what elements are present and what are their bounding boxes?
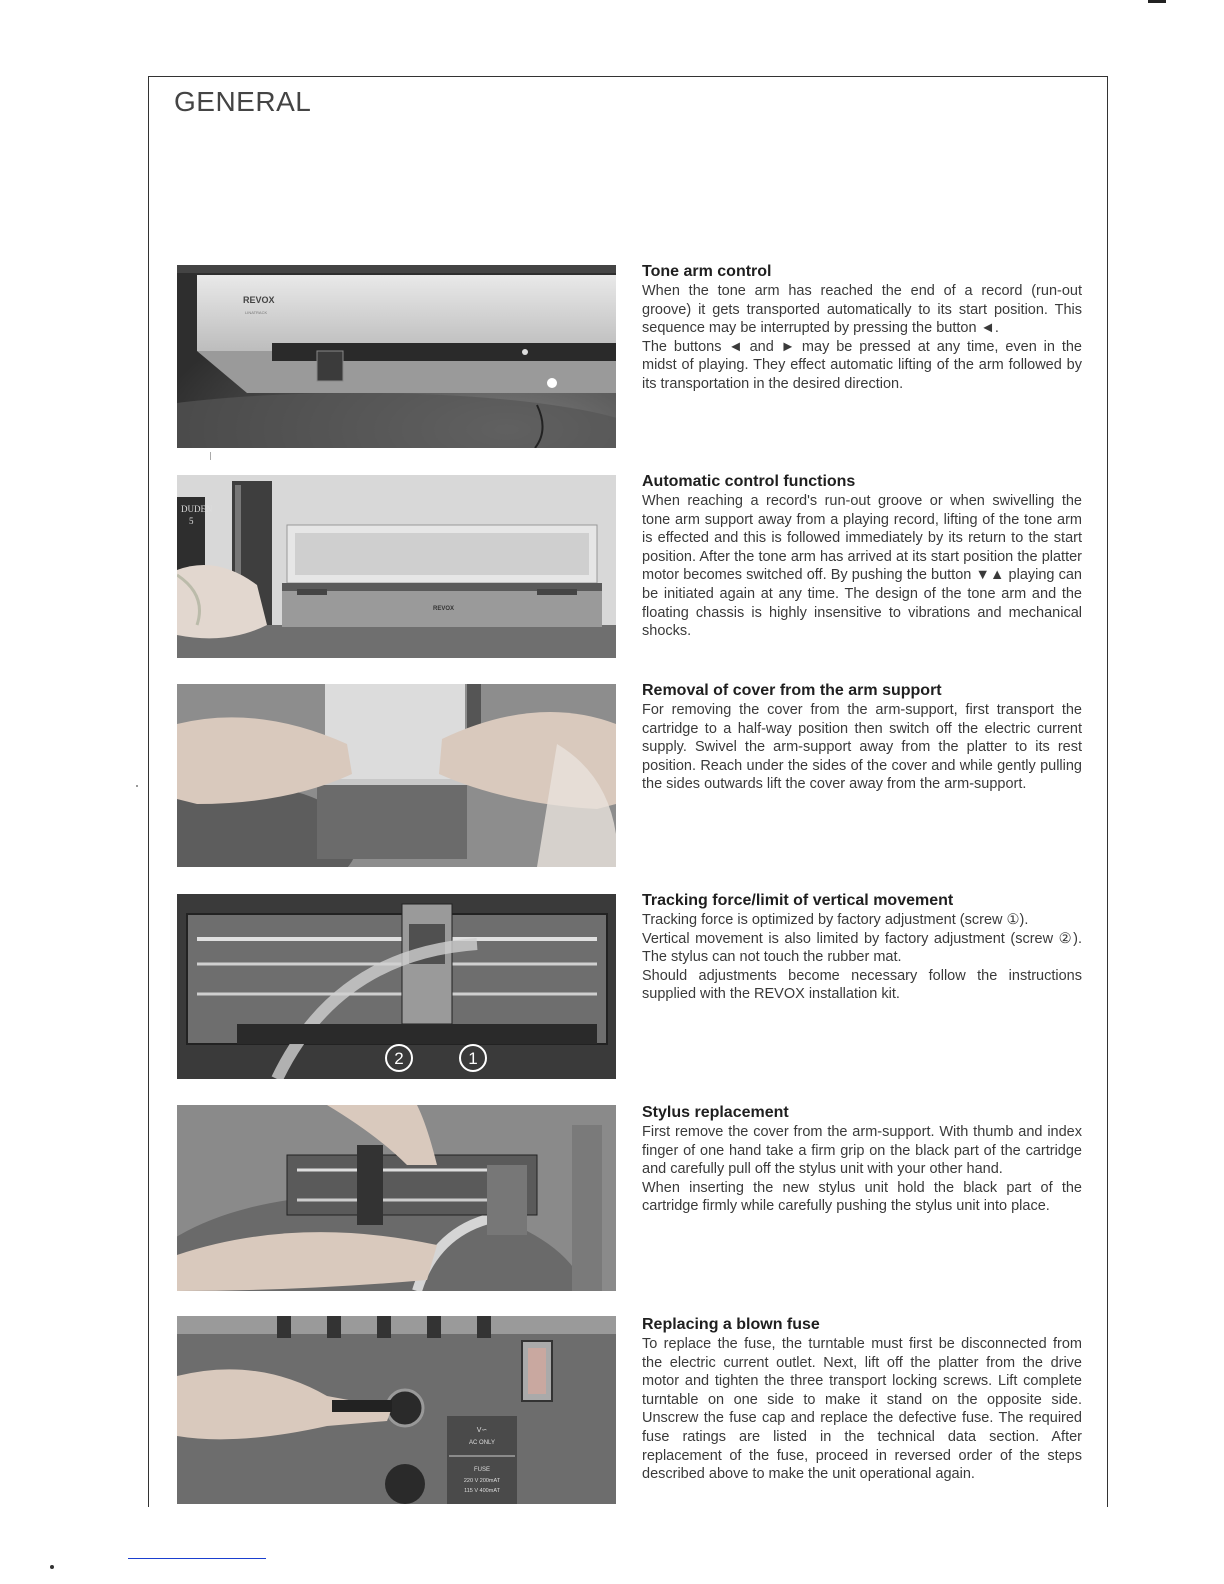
tone-arm-section bbox=[642, 262, 1082, 394]
section-paragraph: When reaching a record's run-out groove or when swivelling the tone arm support away from a playing record, lifting of the tone arm is effected and this is followed immediately by its return to the start position. After the tone arm has arrived at its start position the platter motor becomes switched off. By pushing the button ▼▲ playing can be initiated again at any time. The design of the tone arm and the floating chassis is highly insensitive to vibrations and mechanical shocks. bbox=[642, 493, 1082, 640]
fuse-section bbox=[642, 1315, 1082, 1484]
section-paragraph: When the tone arm has reached the end of a record (run-out groove) it gets transported automatically to its start position. This sequence may be interrupted by pressing the button ◄. bbox=[642, 283, 1082, 337]
section-title: Automatic control functions bbox=[642, 473, 856, 490]
section-body bbox=[642, 492, 1082, 641]
stylus-section bbox=[642, 1103, 1082, 1216]
section-paragraph: The buttons ◄ and ► may be pressed at any time, even in the midst of playing. They effect automatic lifting of the arm followed by its transportation in the desired direction. bbox=[642, 338, 1082, 392]
section-title: Tracking force/limit of vertical movement bbox=[642, 892, 954, 909]
screw-2-label: 2 bbox=[394, 1049, 404, 1068]
linatrack-text: LINATRACK bbox=[245, 310, 268, 315]
section-body bbox=[642, 282, 1082, 394]
margin-tick bbox=[210, 452, 211, 460]
page-title: GENERAL bbox=[174, 86, 312, 117]
screw-1-label: 1 bbox=[468, 1049, 478, 1068]
section-body bbox=[642, 701, 1082, 794]
fuse-label: FUSE bbox=[473, 1467, 491, 1473]
cover-removal-photo bbox=[177, 684, 616, 867]
tracking-force-photo bbox=[177, 894, 616, 1079]
cover-removal-section bbox=[642, 681, 1082, 794]
footer-dot bbox=[50, 1565, 54, 1569]
fuse-rating-115: 115 V 400mAT bbox=[464, 1488, 500, 1494]
revox-front-text: REVOX bbox=[433, 606, 455, 612]
section-title: Replacing a blown fuse bbox=[642, 1316, 820, 1333]
section-body bbox=[642, 1123, 1082, 1216]
duden-number: 5 bbox=[189, 516, 194, 526]
section-paragraph: First remove the cover from the arm-support. With thumb and index finger of one hand take a firm grip on the black part of the cartridge and carefully pull off the stylus unit with your other hand. bbox=[642, 1124, 1082, 1178]
section-paragraph: When inserting the new stylus unit hold the black part of the cartridge firmly while carefully pushing the stylus unit into place. bbox=[642, 1179, 1082, 1215]
section-title: Tone arm control bbox=[642, 263, 772, 280]
section-paragraph: To replace the fuse, the turntable must first be disconnected from the electric current outlet. Next, lift off the platter from the drive motor and tighten the three transport locking screws. Lift complete turntable on one side to make it stand on the opposite side. Unscrew the fuse cap and replace the defective fuse. The required fuse ratings are listed in the technical data section. After replacement of the fuse, proceed in reversed order of the steps described above to make the unit operational again. bbox=[642, 1336, 1082, 1483]
tone-arm-photo bbox=[177, 265, 616, 448]
section-paragraph: Tracking force is optimized by factory adjustment (screw ①). bbox=[642, 912, 1029, 928]
voltage-symbol: V∽ bbox=[476, 1427, 488, 1434]
duden-text: DUDEN bbox=[181, 504, 213, 514]
section-body bbox=[642, 1335, 1082, 1484]
tracking-force-section bbox=[642, 891, 1082, 1004]
section-title: Stylus replacement bbox=[642, 1104, 789, 1121]
fuse-replacement-photo bbox=[177, 1316, 616, 1504]
fuse-rating-220: 220 V 200mAT bbox=[463, 1478, 501, 1484]
revox-logo-text: REVOX bbox=[243, 295, 275, 305]
stylus-replacement-photo bbox=[177, 1105, 616, 1291]
section-body bbox=[642, 911, 1082, 1004]
section-title: Removal of cover from the arm support bbox=[642, 682, 942, 699]
margin-dot bbox=[136, 785, 138, 787]
section-paragraph: Vertical movement is also limited by factory adjustment (screw ②). The stylus can not touch the rubber mat. bbox=[642, 930, 1082, 966]
corner-mark bbox=[1148, 0, 1166, 3]
section-paragraph: Should adjustments become necessary follow the instructions supplied with the REVOX installation kit. bbox=[642, 967, 1082, 1003]
footer-rule bbox=[128, 1558, 266, 1559]
auto-control-section bbox=[642, 472, 1082, 641]
turntable-photo bbox=[177, 475, 616, 658]
section-paragraph: For removing the cover from the arm-support, first transport the cartridge to a half-way position then switch off the electric current supply. Swivel the arm-support away from the platter to its rest position. Reach under the sides of the cover and while gently pulling the sides outwards lift the cover away from the arm-support. bbox=[642, 702, 1082, 793]
ac-only-label: AC ONLY bbox=[469, 1440, 495, 1446]
